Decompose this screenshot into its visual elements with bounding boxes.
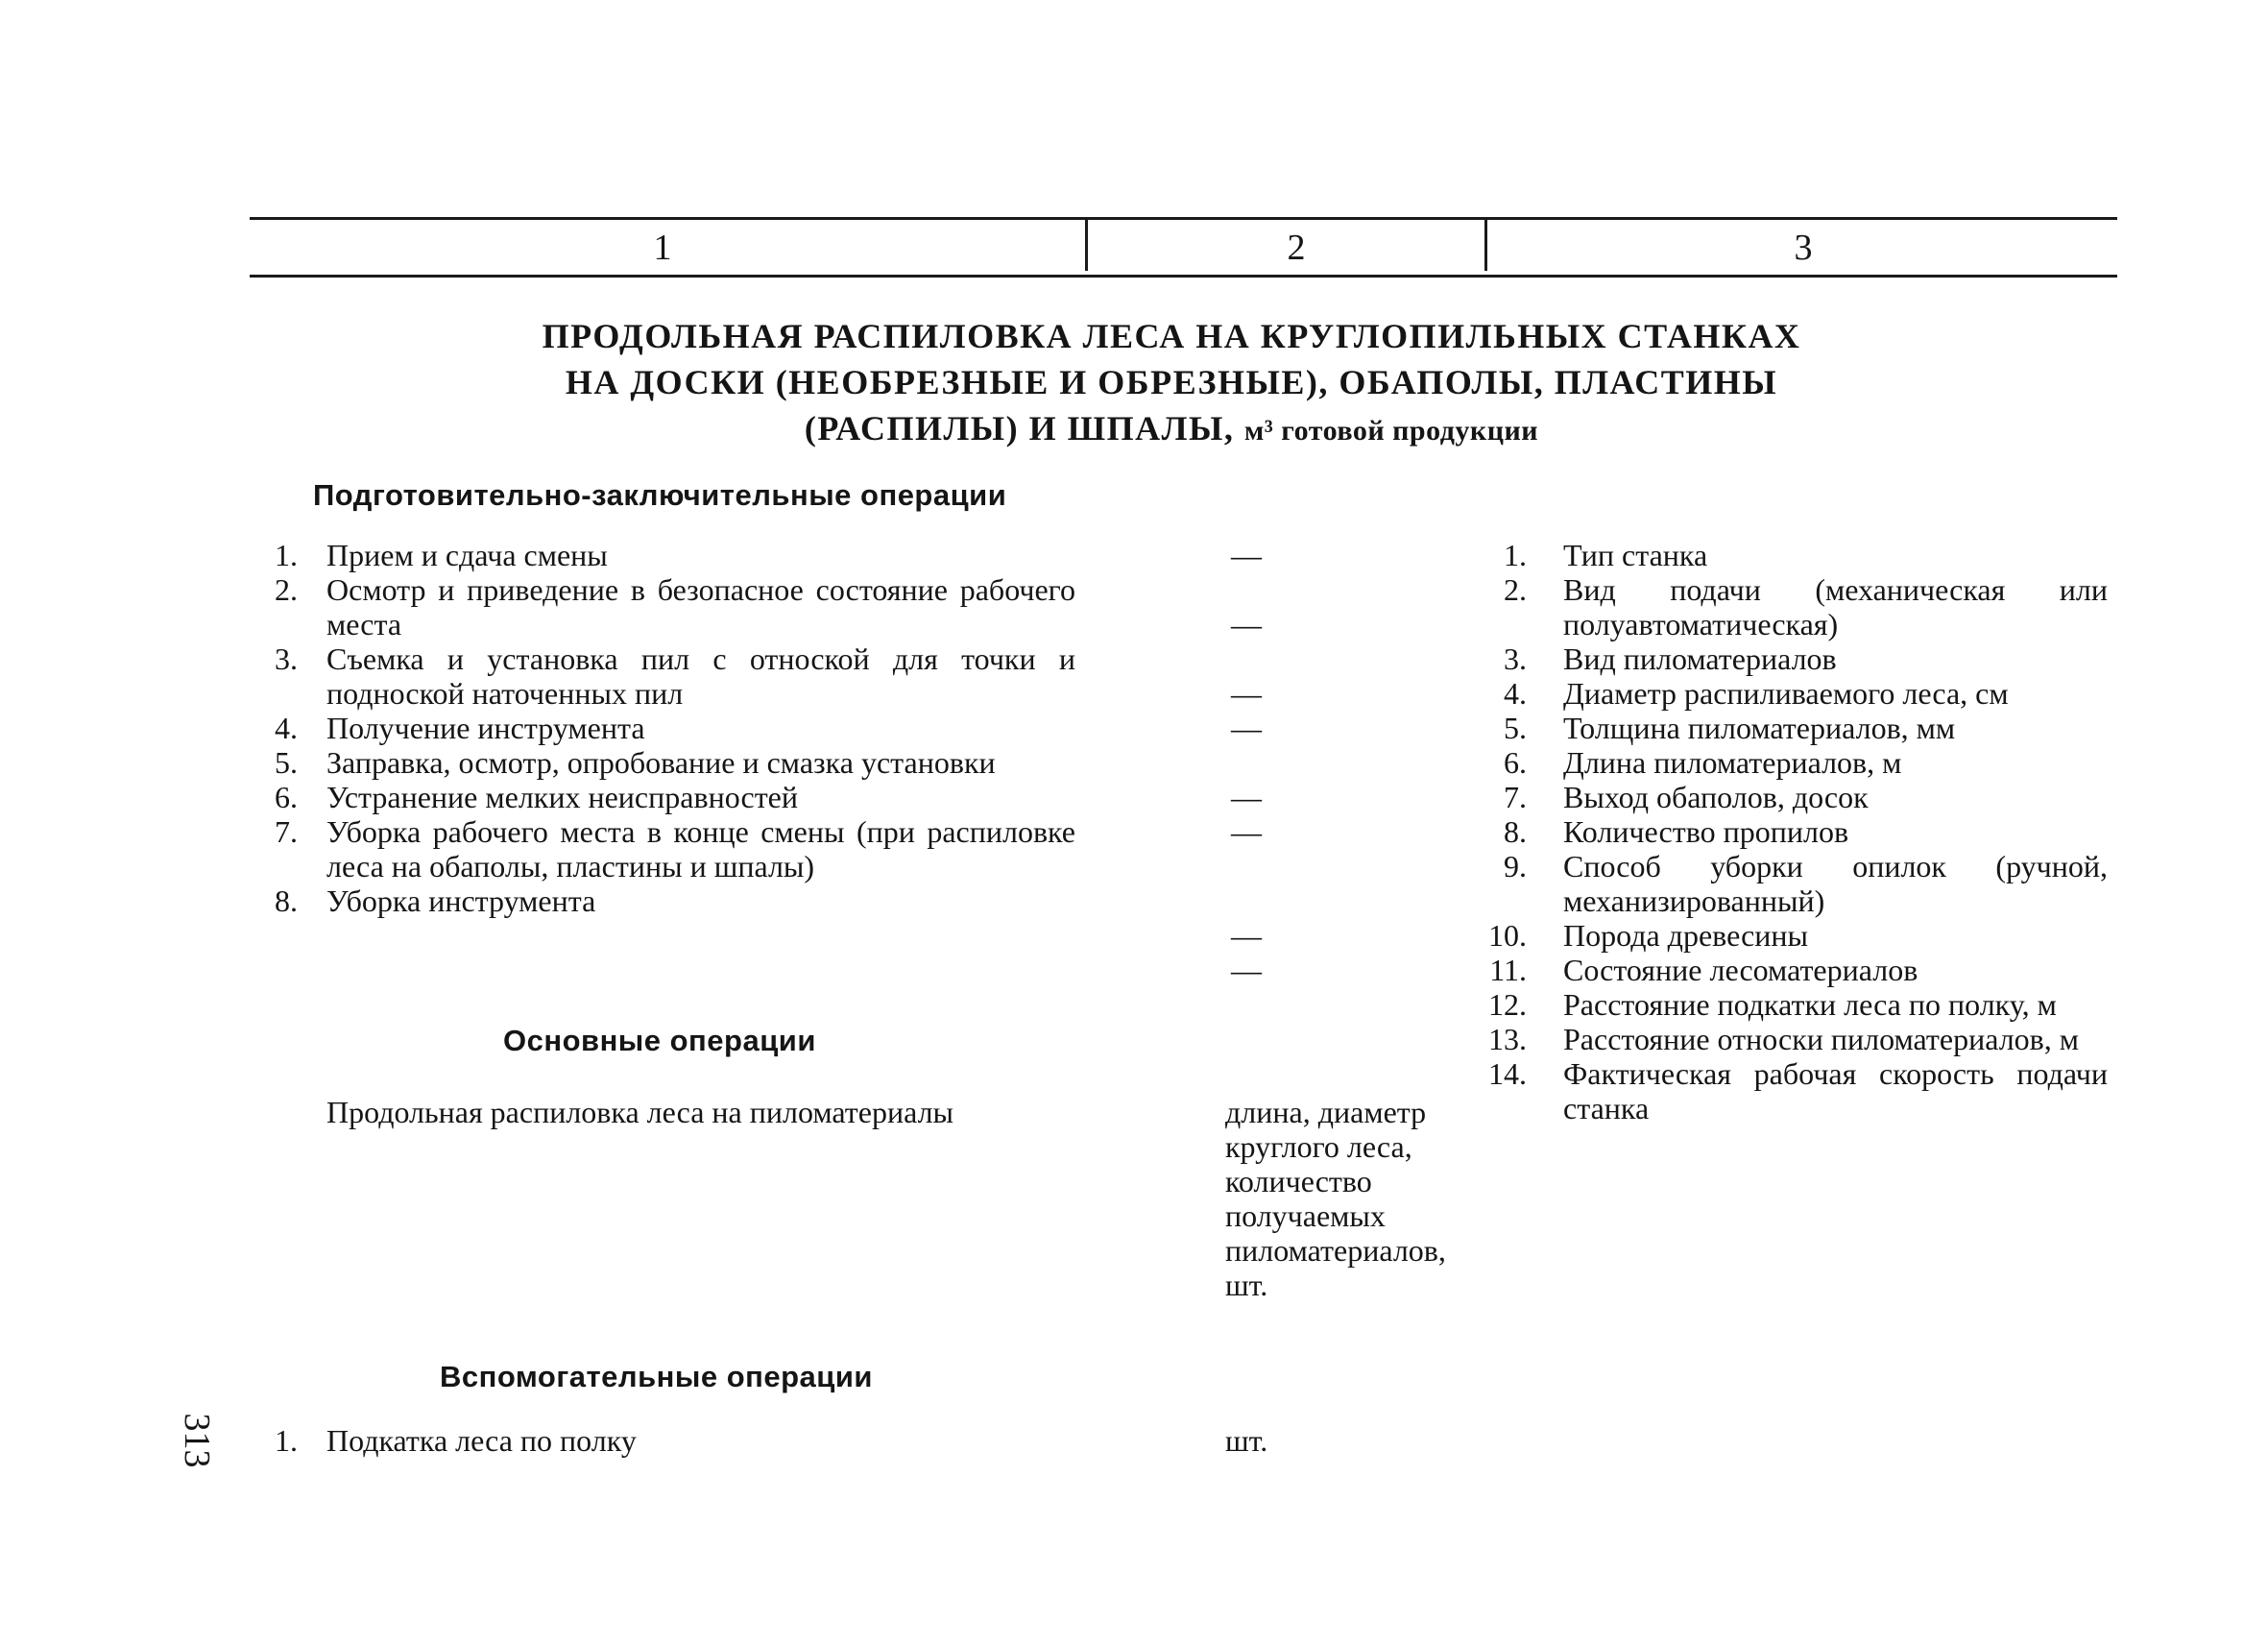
- list-item: [1469, 1056, 2108, 1125]
- col2-dash-7: —: [1231, 918, 1262, 953]
- prep-operations-list: [240, 538, 1075, 918]
- item-text: Подкатка леса по полку: [326, 1423, 637, 1458]
- item-number: 3.: [275, 641, 298, 676]
- item-text: Диаметр распиливаемого леса, см: [1563, 676, 2009, 711]
- main-operation-unit: длина, диаметр круглого леса, количество получаемых пиломатериалов, шт.: [1225, 1095, 1446, 1302]
- main-heading: Основные операции: [503, 1024, 816, 1057]
- item-number: 1.: [275, 538, 298, 572]
- item-text: Вид пиломатериалов: [1563, 641, 1837, 676]
- column-number-2: 2: [1287, 228, 1306, 268]
- list-item: [240, 538, 1075, 572]
- column-number-3: 3: [1794, 228, 1813, 268]
- prep-heading: Подготовительно-заключительные операции: [313, 478, 1007, 512]
- list-item: [1469, 780, 2108, 814]
- item-number: 6.: [275, 780, 298, 814]
- item-text: Уборка рабочего места в конце смены (при распиловке леса на обаполы, пластины и шпалы): [326, 814, 1075, 883]
- list-item: [240, 572, 1075, 641]
- item-number: 8.: [275, 883, 298, 918]
- title-line-2: НА ДОСКИ (НЕОБРЕЗНЫЕ И ОБРЕЗНЫЕ), ОБАПОЛЫ, ПЛАСТИНЫ: [565, 363, 1778, 401]
- item-text: Состояние лесоматериалов: [1563, 953, 1918, 987]
- title-line-1: ПРОДОЛЬНАЯ РАСПИЛОВКА ЛЕСА НА КРУГЛОПИЛЬНЫХ СТАНКАХ: [542, 317, 1801, 355]
- item-number: 11.: [1489, 953, 1527, 987]
- item-text: Заправка, осмотр, опробование и смазка установки: [326, 745, 996, 780]
- list-item: [1469, 572, 2108, 641]
- list-item: [240, 814, 1075, 883]
- item-text: Расстояние относки пиломатериалов, м: [1563, 1022, 2080, 1056]
- page-title: [403, 313, 1940, 454]
- list-item: [240, 780, 1075, 814]
- main-operation-text: Продольная распиловка леса на пиломатериалы: [326, 1095, 954, 1129]
- col2-dash-2: —: [1231, 607, 1262, 641]
- list-item: [240, 745, 1075, 780]
- item-text: Выход обаполов, досок: [1563, 780, 1869, 814]
- list-item: [1469, 953, 2108, 987]
- item-number: 13.: [1488, 1022, 1527, 1056]
- item-text: Уборка инструмента: [326, 883, 596, 918]
- aux-operation-unit: шт.: [1225, 1423, 1268, 1458]
- col2-dash-8: —: [1231, 953, 1262, 987]
- aux-operations-list: [240, 1423, 1200, 1458]
- item-number: 14.: [1488, 1056, 1527, 1091]
- item-number: 7.: [275, 814, 298, 849]
- title-line-3: [403, 405, 1940, 454]
- item-text: Получение инструмента: [326, 711, 645, 745]
- column-number-1: 1: [653, 228, 672, 268]
- list-item: [240, 641, 1075, 711]
- list-item: [1469, 849, 2108, 918]
- list-item: [1469, 538, 2108, 572]
- item-number: 6.: [1504, 745, 1527, 780]
- item-text: Устранение мелких неисправностей: [326, 780, 798, 814]
- item-number: 4.: [1504, 676, 1527, 711]
- item-number: 8.: [1504, 814, 1527, 849]
- item-number: 1.: [275, 1423, 298, 1458]
- item-text: Расстояние подкатки леса по полку, м: [1563, 987, 2057, 1022]
- item-number: 9.: [1504, 849, 1527, 883]
- list-item: [240, 883, 1075, 918]
- title-line-3-text: (РАСПИЛЫ) И ШПАЛЫ,: [804, 409, 1235, 448]
- item-text: Порода древесины: [1563, 918, 1809, 953]
- item-number: 12.: [1488, 987, 1527, 1022]
- item-number: 2.: [1504, 572, 1527, 607]
- factors-list: [1469, 538, 2108, 1125]
- col2-dash-1: —: [1231, 538, 1262, 572]
- item-number: 3.: [1504, 641, 1527, 676]
- column-divider-2-3: [1484, 217, 1487, 271]
- item-number: 4.: [275, 711, 298, 745]
- col2-dash-4: —: [1231, 711, 1262, 745]
- item-text: Осмотр и приведение в безопасное состояние рабочего места: [326, 572, 1075, 641]
- col2-dash-6: —: [1231, 814, 1262, 849]
- list-item: [240, 1423, 1200, 1458]
- list-item: [1469, 1022, 2108, 1056]
- list-item: [1469, 918, 2108, 953]
- item-text: Прием и сдача смены: [326, 538, 608, 572]
- item-number: 7.: [1504, 780, 1527, 814]
- item-number: 5.: [275, 745, 298, 780]
- aux-heading: Вспомогательные операции: [440, 1360, 873, 1393]
- column-divider-1-2: [1085, 217, 1088, 271]
- header-rule-top: [250, 217, 2117, 220]
- item-text: Фактическая рабочая скорость подачи станка: [1563, 1056, 2108, 1125]
- item-text: Толщина пиломатериалов, мм: [1563, 711, 1956, 745]
- item-text: Вид подачи (механическая или полуавтоматическая): [1563, 572, 2108, 641]
- item-text: Способ уборки опилок (ручной, механизированный): [1563, 849, 2108, 918]
- item-text: Тип станка: [1563, 538, 1708, 572]
- item-text: Количество пропилов: [1563, 814, 1849, 849]
- list-item: [1469, 711, 2108, 745]
- item-number: 5.: [1504, 711, 1527, 745]
- header-rule-bottom: [250, 275, 2117, 278]
- page-number: 313: [177, 1413, 217, 1468]
- item-text: Съемка и установка пил с отноской для точки и подноской наточенных пил: [326, 641, 1075, 711]
- item-number: 2.: [275, 572, 298, 607]
- list-item: [1469, 676, 2108, 711]
- list-item: [1469, 641, 2108, 676]
- list-item: [1469, 987, 2108, 1022]
- list-item: [1469, 745, 2108, 780]
- item-number: 1.: [1504, 538, 1527, 572]
- list-item: [1469, 814, 2108, 849]
- title-unit: м³ готовой продукции: [1243, 415, 1539, 447]
- item-number: 10.: [1488, 918, 1527, 953]
- col2-dash-3: —: [1231, 676, 1262, 711]
- list-item: [240, 711, 1075, 745]
- col2-dash-5: —: [1231, 780, 1262, 814]
- item-text: Длина пиломатериалов, м: [1563, 745, 1902, 780]
